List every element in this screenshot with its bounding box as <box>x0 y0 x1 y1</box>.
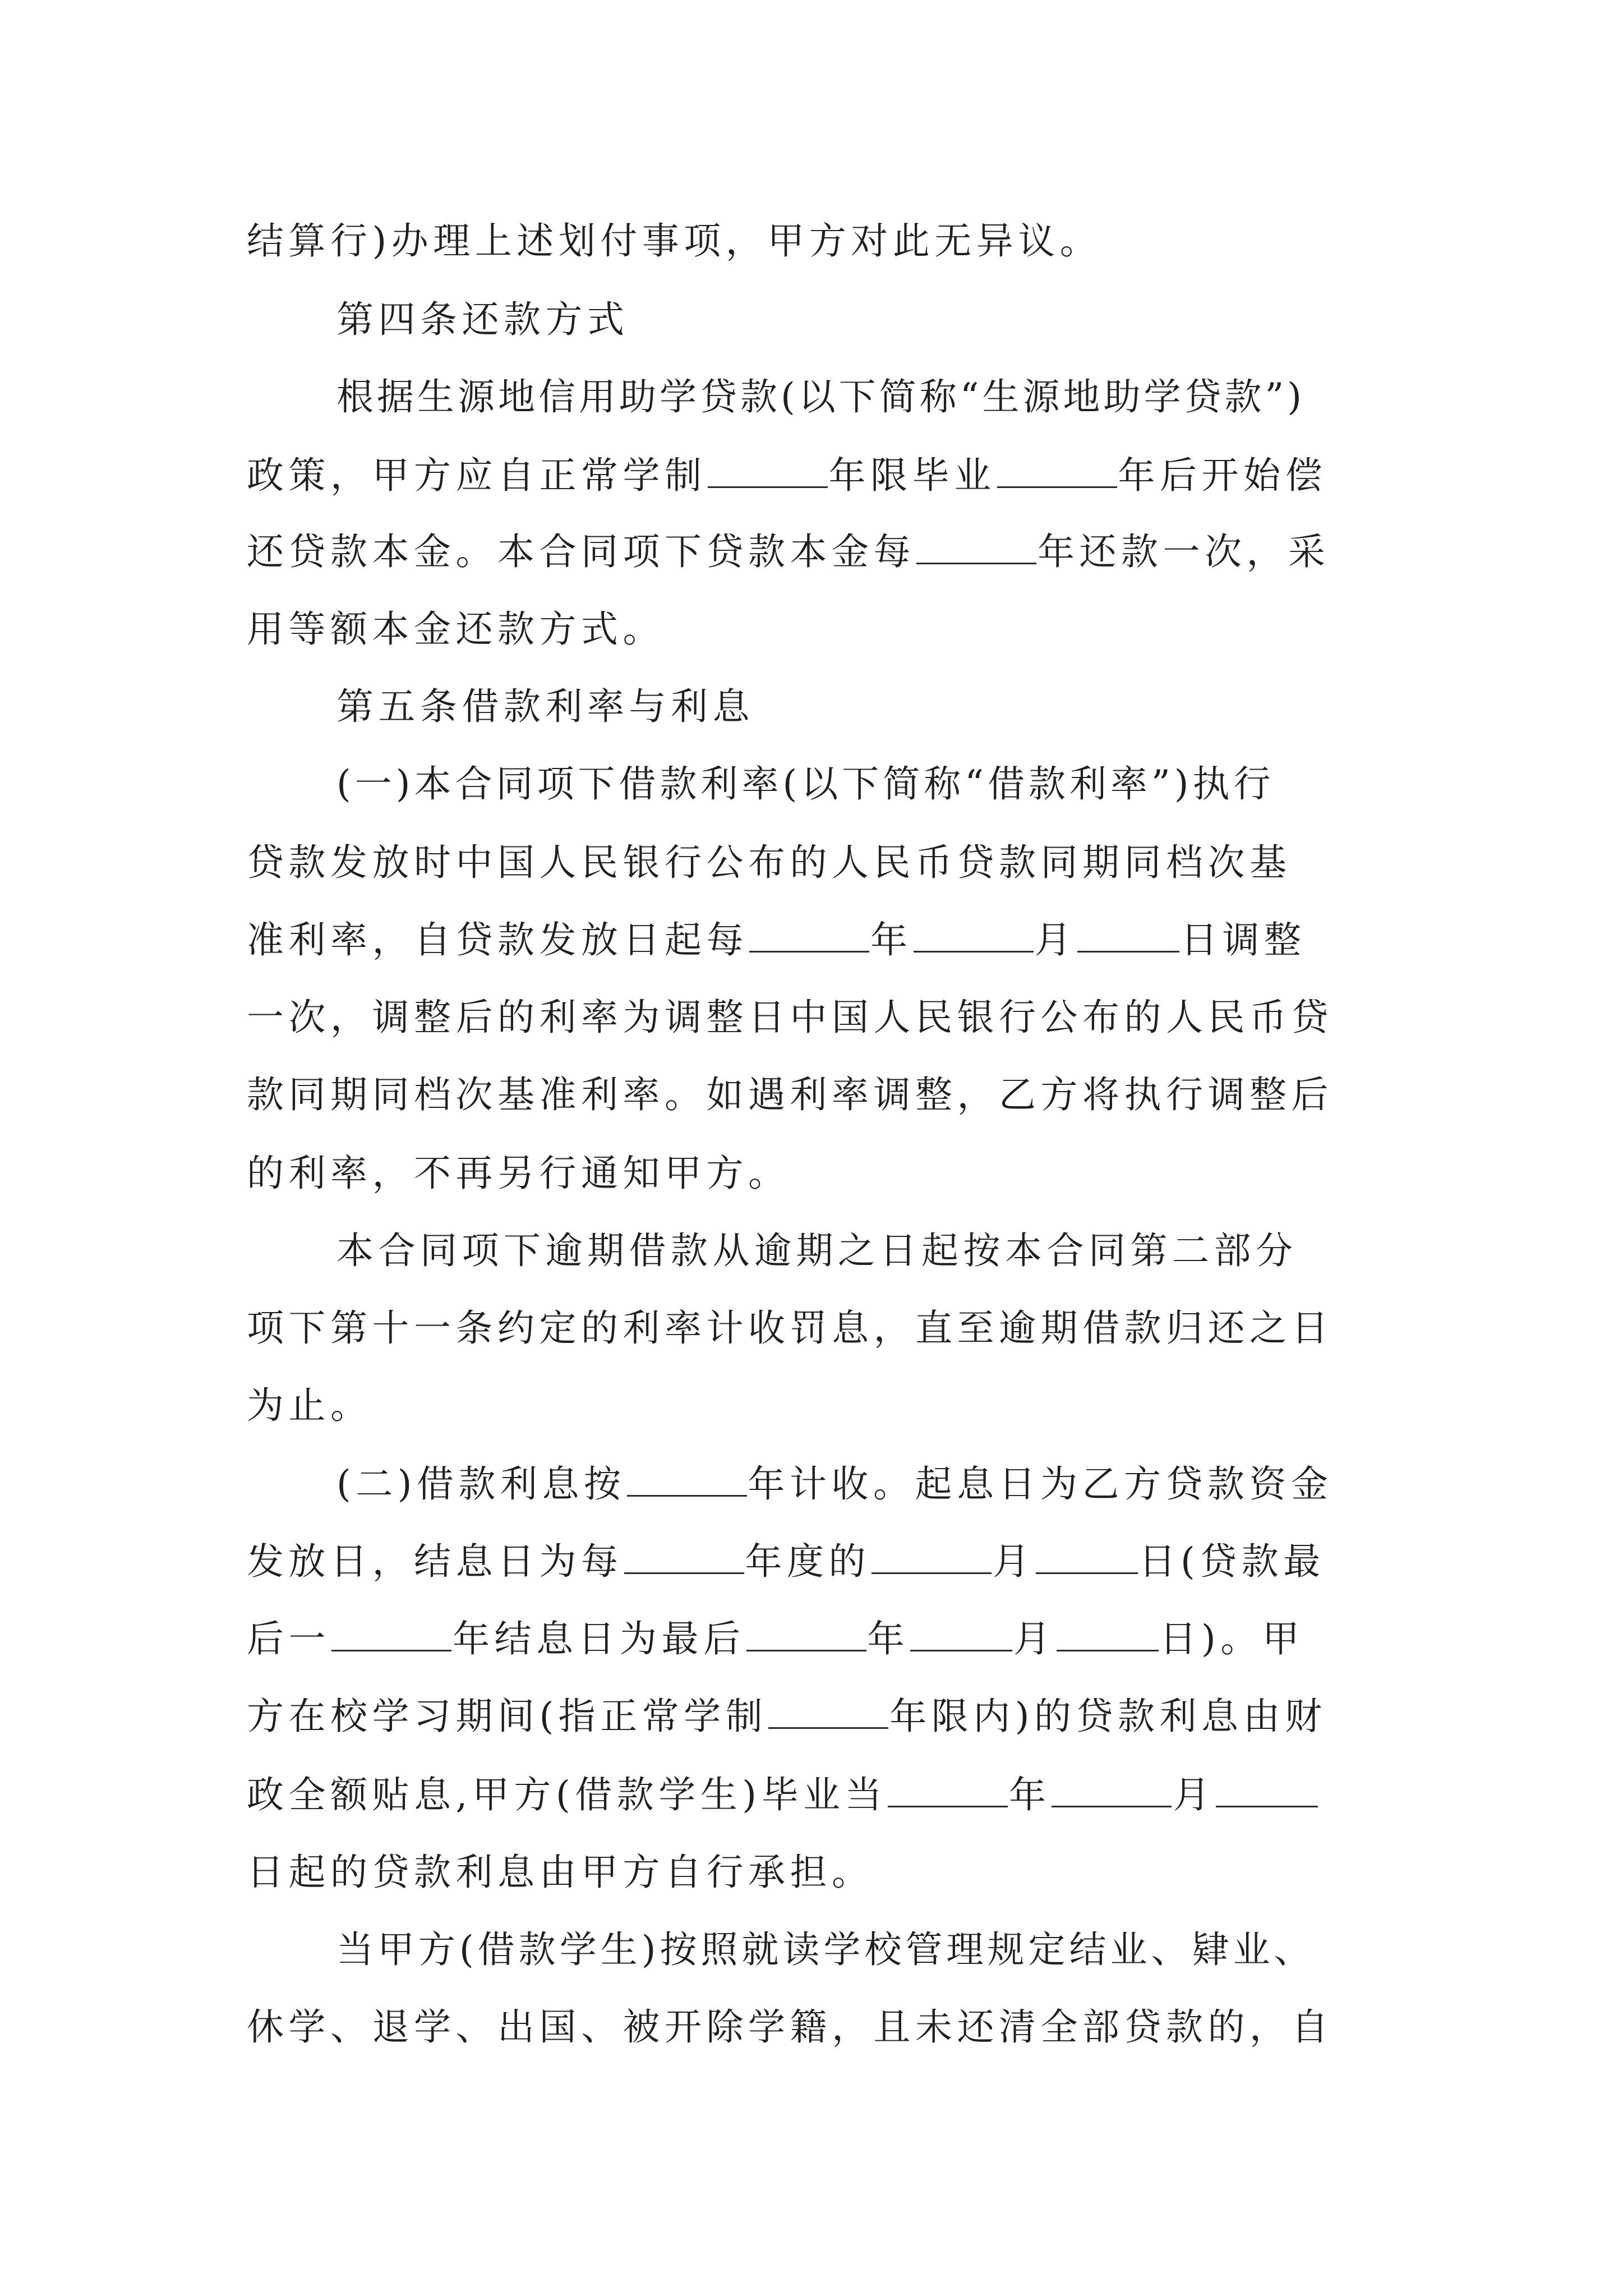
line-text: 结算行)办理上述划付事项，甲方对此无异议。 <box>247 219 1102 263</box>
line-text: 年后开始偿 <box>1118 454 1327 497</box>
text-line <box>336 1456 1333 1512</box>
section-heading-article-4 <box>336 292 629 348</box>
fill-in-blank[interactable] <box>746 1615 866 1651</box>
line-text: 当甲方(借款学生)按照就读学校管理规定结业、肄业、 <box>336 1928 1315 1971</box>
line-text: 项下第十一条约定的利率计收罚息，直至逾期借款归还之日 <box>247 1306 1333 1350</box>
line-text: 日)。甲 <box>1159 1617 1304 1660</box>
fill-in-blank[interactable] <box>914 916 1034 953</box>
line-text: 休学、退学、出国、被开除学籍，且未还清全部贷款的，自 <box>247 2005 1333 2049</box>
heading-text: 第四条还款方式 <box>336 298 629 341</box>
line-text: 一次，调整后的利率为调整日中国人民银行公布的人民币贷 <box>247 996 1333 1039</box>
text-line <box>247 1999 1333 2055</box>
fill-in-blank[interactable] <box>888 1771 1008 1807</box>
line-text: (一)本合同项下借款利率(以下简称“借款利率”)执行 <box>336 762 1275 806</box>
fill-in-blank[interactable] <box>749 916 869 953</box>
text-line <box>247 912 1306 968</box>
text-line <box>247 990 1333 1046</box>
line-text: 根据生源地信用助学贷款(以下简称“生源地助学贷款”) <box>336 375 1305 418</box>
fill-in-blank[interactable] <box>627 1460 747 1497</box>
line-text: (二)借款利息按 <box>336 1462 626 1506</box>
line-text: 日(贷款最 <box>1138 1540 1325 1583</box>
line-text: 的利率，不再另行通知甲方。 <box>247 1152 790 1195</box>
line-text: 年还款一次，采 <box>1038 530 1330 573</box>
line-text: 月 <box>993 1540 1035 1583</box>
text-line <box>336 1922 1315 1978</box>
text-line <box>247 1534 1325 1590</box>
line-text: 方在校学习期间(指正常学制 <box>247 1695 768 1738</box>
text-line <box>247 1067 1333 1123</box>
line-text: 年限毕业 <box>828 454 996 497</box>
text-line <box>247 1767 1319 1823</box>
line-text: 后一 <box>247 1617 330 1660</box>
line-text: 年 <box>870 918 912 961</box>
fill-in-blank[interactable] <box>997 452 1117 488</box>
line-text: 用等额本金还款方式。 <box>247 608 665 651</box>
line-text: 为止。 <box>247 1384 372 1427</box>
line-text: 月 <box>1013 1617 1055 1660</box>
fill-in-blank[interactable] <box>1036 1538 1138 1574</box>
text-line <box>247 1145 790 1202</box>
line-text: 月 <box>1173 1773 1215 1816</box>
line-text: 款同期同档次基准利率。如遇利率调整，乙方将执行调整后 <box>247 1073 1333 1116</box>
line-text: 政全额贴息,甲方(借款学生)毕业当 <box>247 1773 887 1816</box>
line-text: 月 <box>1034 918 1076 961</box>
text-line <box>247 213 1101 269</box>
fill-in-blank[interactable] <box>331 1615 451 1651</box>
fill-in-blank[interactable] <box>768 1692 888 1729</box>
fill-in-blank[interactable] <box>1216 1771 1318 1807</box>
fill-in-blank[interactable] <box>872 1538 992 1574</box>
section-heading-article-5 <box>336 679 754 735</box>
fill-in-blank[interactable] <box>1077 916 1179 953</box>
text-line <box>247 835 1292 891</box>
line-text: 年 <box>1008 1773 1051 1816</box>
text-line <box>247 448 1327 504</box>
text-line <box>336 369 1305 425</box>
heading-text: 第五条借款利率与利息 <box>336 685 754 728</box>
line-text: 本合同项下逾期借款从逾期之日起按本合同第二部分 <box>336 1229 1298 1272</box>
text-line <box>247 1688 1327 1745</box>
fill-in-blank[interactable] <box>708 452 828 488</box>
fill-in-blank[interactable] <box>624 1538 744 1574</box>
line-text: 发放日，结息日为每 <box>247 1540 623 1583</box>
fill-in-blank[interactable] <box>916 528 1036 564</box>
text-line <box>247 524 1330 580</box>
line-text: 准利率，自贷款发放日起每 <box>247 918 748 961</box>
text-line <box>247 1378 372 1434</box>
line-text: 日起的贷款利息由甲方自行承担。 <box>247 1851 874 1894</box>
text-line <box>336 756 1274 812</box>
text-line <box>247 1844 874 1901</box>
fill-in-blank[interactable] <box>910 1615 1012 1651</box>
line-text: 还贷款本金。本合同项下贷款本金每 <box>247 530 915 573</box>
text-line <box>247 1611 1304 1667</box>
line-text: 年结息日为最后 <box>453 1617 745 1660</box>
line-text: 年计收。起息日为乙方贷款资金 <box>748 1462 1333 1506</box>
text-line <box>336 1223 1298 1279</box>
line-text: 政策，甲方应自正常学制 <box>247 454 707 497</box>
line-text: 贷款发放时中国人民银行公布的人民币贷款同期同档次基 <box>247 841 1292 884</box>
line-text: 年度的 <box>745 1540 870 1583</box>
line-text: 年限内)的贷款利息由财 <box>889 1695 1327 1738</box>
line-text: 日调整 <box>1181 918 1306 961</box>
text-line <box>247 1300 1333 1356</box>
text-line <box>247 601 665 657</box>
fill-in-blank[interactable] <box>1052 1771 1172 1807</box>
fill-in-blank[interactable] <box>1057 1615 1159 1651</box>
line-text: 年 <box>867 1617 909 1660</box>
